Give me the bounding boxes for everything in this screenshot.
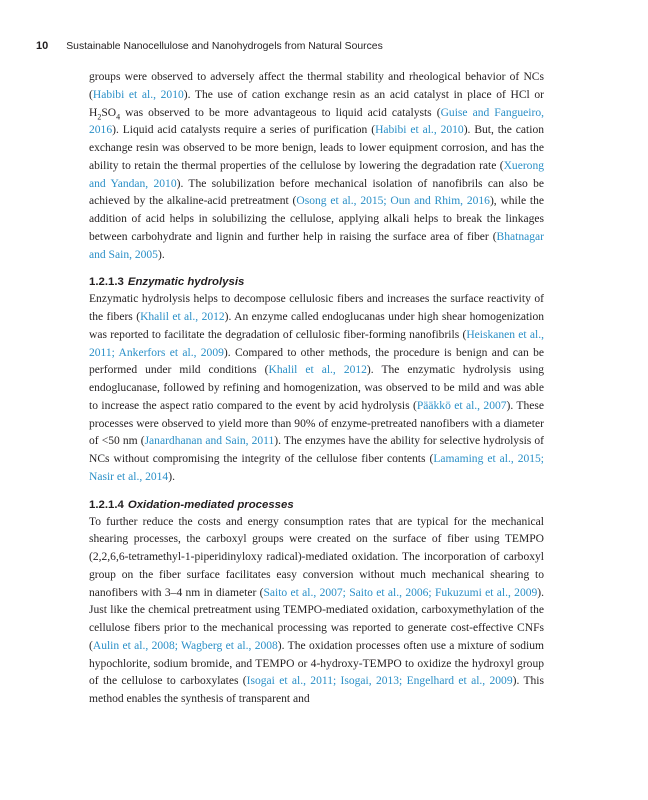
text-run: groups were observed to adversely affect the thermal stability and rheological behavior of NCs ( — [89, 71, 544, 101]
section-heading-enzymatic-hydrolysis — [89, 264, 544, 291]
text-run: ). Compared to other methods, the procedure is benign and can be performed under mild conditions ( — [89, 346, 544, 377]
text-run: ). But, the cation exchange resin was observed to be more benign, leads to lower equipment corrosion, and has the ability to retain the thermal properties of the cellulose by lowering the degradation rate ( — [89, 124, 544, 172]
text-run: SO — [101, 106, 117, 119]
paragraph-enzymatic-hydrolysis — [89, 291, 544, 486]
text-run: Enzymatic hydrolysis helps to decompose cellulosic fibers and increases the surface reactivity of the fibers ( — [89, 293, 544, 323]
section-number: 1.2.1.4 — [89, 498, 124, 511]
text-run: ). Just like the chemical pretreatment using TEMPO-mediated oxidation, carboxymethylation of the cellulose fibers prior to the mechanical processing was reported to generate cost-effective CNFs ( — [89, 586, 544, 652]
book-title: Sustainable Nanocellulose and Nanohydrogels from Natural Sources — [66, 41, 383, 52]
text-run: ). The use of cation exchange resin as an acid catalyst in place of HCl or H — [89, 88, 544, 119]
paragraph-acid-catalysts — [89, 69, 544, 264]
citation-link[interactable]: Lamaming et al., 2015; Nasir et al., 2014 — [89, 453, 544, 483]
text-run: was observed to be more advantageous to liquid acid catalysts ( — [120, 106, 441, 119]
text-run: ), while the addition of acid helps in solubilizing the cellulose, applying alkali helps to break the linkages between carbohydrate and lignin and further help in raising the surface area of fiber ( — [89, 195, 544, 243]
page-number: 10 — [36, 40, 49, 52]
text-run: ). The enzymatic hydrolysis using endoglucanase, followed by refining and homogenization, was observed to be mild and was able to increase the aspect ratio compared to the event by acid hydrolysis ( — [89, 364, 544, 412]
section-number: 1.2.1.3 — [89, 276, 124, 289]
citation-link[interactable]: Isogai et al., 2011; Isogai, 2013; Engelhard et al., 2009 — [246, 675, 513, 688]
text-run: ). The solubilization before mechanical isolation of nanofibrils can also be achieved by the alkaline-acid pretreatment ( — [89, 177, 544, 208]
citation-link[interactable]: Janardhanan and Sain, 2011 — [144, 435, 275, 448]
text-run: ). These processes were observed to yield more than 90% of enzyme-pretreated nanofibers with a diameter of <50 nm ( — [89, 399, 545, 448]
text-run: ). — [157, 248, 165, 261]
text-run: ). The oxidation processes often use a mixture of sodium hypochlorite, sodium bromide, and TEMPO or 4-hydroxy-TEMPO to oxidize the hydroxyl group of the cellulose to carboxylates ( — [89, 639, 544, 688]
page-content — [89, 69, 544, 709]
text-run: To further reduce the costs and energy consumption rates that are typical for the mechanical shearing processes, the carboxyl groups were created on the surface of fiber using TEMPO (2,2,6,6-tetramethyl-1-piperidinyloxy radical)-mediated oxidation. The incorporation of carboxyl group on the fiber surface facilitates easy conversion without much mechanical shearing to nanofibers with 3–4 nm in diameter ( — [89, 515, 544, 599]
subscript: 4 — [116, 111, 121, 121]
text-run: ). — [168, 470, 175, 483]
citation-link[interactable]: Khalil et al., 2012 — [268, 364, 367, 377]
section-heading-oxidation-mediated — [89, 487, 544, 514]
citation-link[interactable]: Pääkkö et al., 2007 — [416, 399, 507, 412]
citation-link[interactable]: Xuerong and Yandan, 2010 — [89, 159, 544, 190]
text-run: ). An enzyme called endoglucanas under high shear homogenization was reported to facilitate the degradation of cellulosic fiber-forming nanofibrils ( — [89, 311, 544, 341]
citation-link[interactable]: Osong et al., 2015; Oun and Rhim, 2016 — [296, 195, 490, 208]
text-run: ). This method enables the synthesis of transparent and — [89, 675, 544, 705]
citation-link[interactable]: Aulin et al., 2008; Wagberg et al., 2008 — [92, 639, 278, 652]
text-run: ). The enzymes have the ability for selective hydrolysis of NCs without compromising the integrity of the cellulose fiber contents ( — [89, 435, 544, 465]
citation-link[interactable]: Habibi et al., 2010 — [92, 88, 184, 101]
citation-link[interactable]: Khalil et al., 2012 — [140, 311, 225, 323]
citation-link[interactable]: Guise and Fangueiro, 2016 — [89, 106, 545, 137]
paragraph-oxidation-mediated — [89, 514, 544, 709]
section-title: Oxidation-mediated processes — [127, 498, 294, 511]
citation-link[interactable]: Heiskanen et al., 2011; Ankerfors et al., 2009 — [89, 328, 544, 359]
subscript: 2 — [97, 111, 102, 121]
citation-link[interactable]: Saito et al., 2007; Saito et al., 2006; Fukuzumi et al., 2009 — [263, 586, 538, 599]
citation-link[interactable]: Bhatnagar and Sain, 2005 — [89, 230, 544, 261]
text-run: ). Liquid acid catalysts require a series of purification ( — [112, 124, 376, 137]
citation-link[interactable]: Habibi et al., 2010 — [375, 124, 464, 137]
running-header — [36, 40, 383, 52]
section-title: Enzymatic hydrolysis — [127, 276, 245, 289]
